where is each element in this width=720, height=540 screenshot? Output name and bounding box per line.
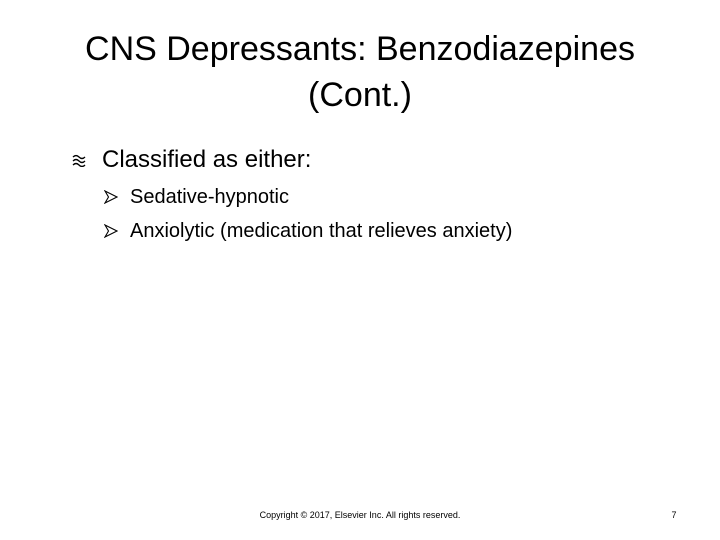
- bullet-text: Classified as either:: [102, 146, 312, 173]
- sub-bullet-text: Sedative-hypnotic: [130, 186, 289, 208]
- slide-title-line-1: CNS Depressants: Benzodiazepines: [85, 30, 635, 68]
- arrowhead-bullet-icon: [104, 190, 118, 204]
- sub-bullet-list: [104, 180, 512, 248]
- copyright-footer: Copyright © 2017, Elsevier Inc. All rights reserved.: [259, 510, 461, 520]
- sub-bullet-item: [104, 180, 512, 214]
- page-number: 7: [671, 510, 677, 520]
- slide-title: [40, 26, 680, 118]
- wave-bullet-icon: [72, 153, 88, 167]
- slide-title-line-2: (Cont.): [308, 76, 412, 114]
- bullet-item: [72, 142, 311, 178]
- arrowhead-bullet-icon: [104, 224, 118, 238]
- sub-bullet-text: Anxiolytic (medication that relieves anxiety): [130, 220, 513, 242]
- sub-bullet-item: [104, 214, 512, 248]
